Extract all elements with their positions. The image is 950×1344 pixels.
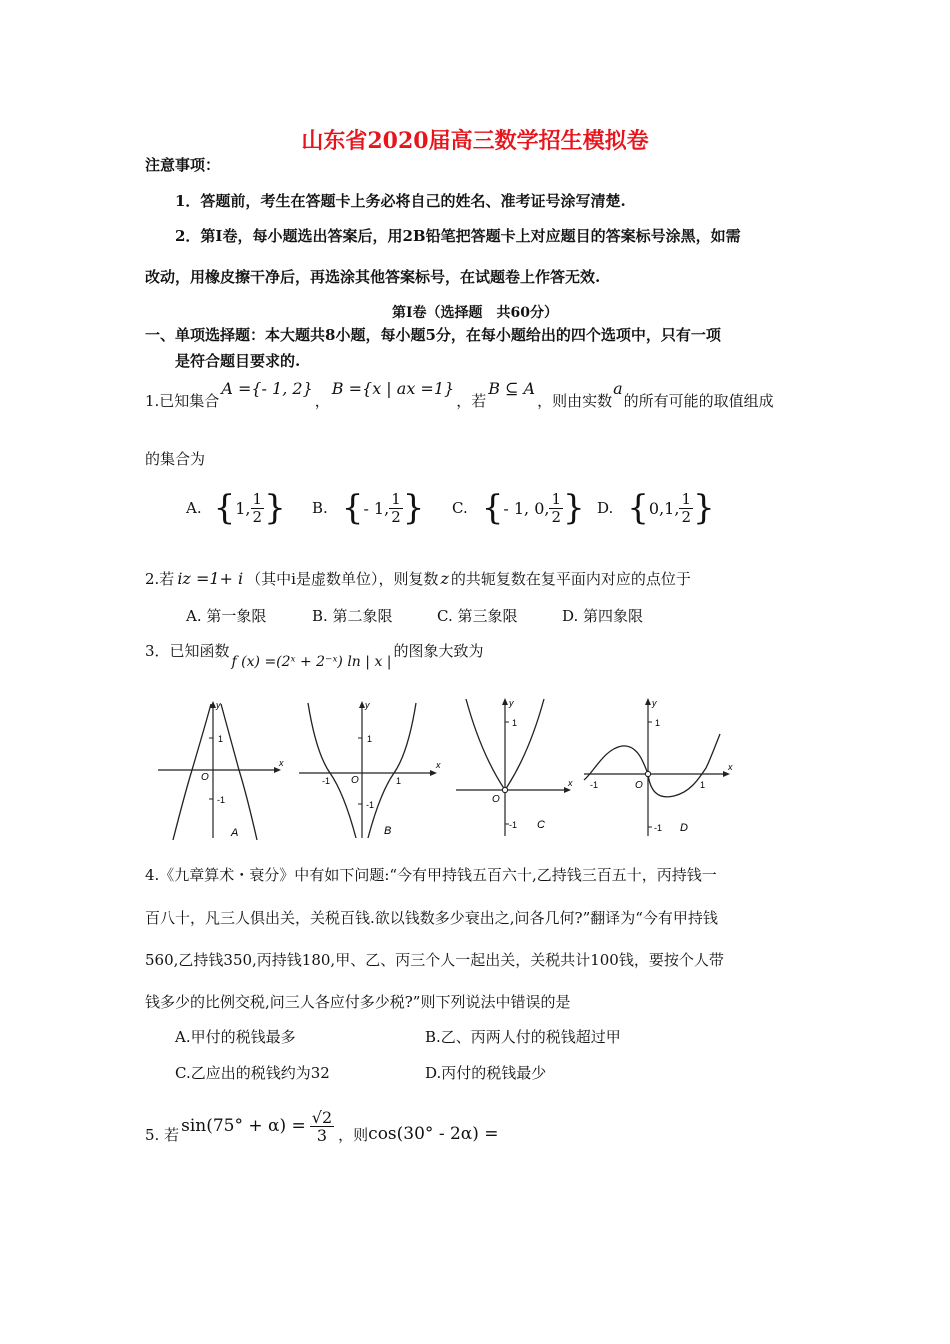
q2-option-c[interactable]: C. 第三象限 bbox=[437, 607, 518, 625]
q2-option-d[interactable]: D. 第四象限 bbox=[562, 607, 644, 625]
option-label: B. bbox=[312, 499, 328, 517]
graph-letter: D bbox=[680, 822, 688, 834]
q2-tail: 的共轭复数在复平面内对应的点位于 bbox=[450, 570, 691, 588]
q3-tail: 的图象大致为 bbox=[393, 642, 484, 660]
x-tick-label-1: 1 bbox=[700, 780, 706, 790]
x-axis-label: x bbox=[568, 778, 573, 788]
question-2-stem bbox=[145, 568, 691, 589]
q4-option-c[interactable]: C.乙应出的税钱约为32 bbox=[175, 1064, 330, 1082]
fraction-numerator: 1 bbox=[391, 489, 401, 508]
y-tick-label-minus-1: -1 bbox=[654, 823, 663, 833]
x-axis-label: x bbox=[436, 760, 441, 770]
q3-graph-a[interactable] bbox=[155, 698, 285, 840]
origin-label: O bbox=[351, 775, 359, 786]
q5-mid: ，则 bbox=[338, 1125, 369, 1144]
y-tick-label-minus-1: -1 bbox=[509, 820, 518, 830]
q1-option-d[interactable]: D. { 0,1, $\frac{1}{2}$ } bbox=[597, 488, 715, 528]
notice-item-1: 1．答题前，考生在答题卡上务必将自己的姓名、准考证号涂写清楚. bbox=[175, 192, 626, 210]
x-tick-label-minus-1: -1 bbox=[590, 780, 599, 790]
q1-cond-prefix: ，若 bbox=[456, 391, 487, 410]
graph-letter: C bbox=[537, 819, 545, 831]
y-axis-arrow bbox=[645, 698, 651, 705]
notice-item-2-line-1: 2．第Ⅰ卷，每小题选出答案后，用2B铅笔把答题卡上对应题目的答案标号涂黑，如需 bbox=[175, 227, 741, 245]
q1-option-a[interactable]: A. { 1, $\frac{1}{2}$ } bbox=[186, 488, 286, 528]
question-4-line-4: 钱多少的比例交税,问三人各应付多少税?”则下列说法中错误的是 bbox=[145, 993, 571, 1011]
part-instruction-line-2: 是符合题目要求的. bbox=[175, 352, 301, 370]
q2-variable: z bbox=[440, 569, 449, 588]
y-axis-label: y bbox=[509, 698, 514, 708]
curve-right bbox=[648, 734, 720, 797]
q4-option-b[interactable]: B.乙、丙两人付的税钱超过甲 bbox=[425, 1028, 621, 1046]
y-axis-label: y bbox=[652, 698, 657, 708]
y-tick-label-minus-1: -1 bbox=[217, 795, 226, 805]
q1-variable: a bbox=[613, 378, 623, 398]
section-heading: 第Ⅰ卷（选择题 共60分） bbox=[391, 305, 559, 321]
question-5-stem bbox=[145, 1098, 499, 1154]
part-instruction-line-1: 一、单项选择题：本大题共8小题，每小题5分，在每小题给出的四个选项中，只有一项 bbox=[145, 326, 721, 344]
curve-right bbox=[221, 704, 257, 840]
q5-numerator: √2 bbox=[311, 1107, 333, 1127]
q1-option-c[interactable]: C. { - 1, 0, $\frac{1}{2}$ } bbox=[452, 488, 585, 528]
q1-sep: ， bbox=[314, 391, 330, 410]
q3-graph-c[interactable] bbox=[453, 694, 577, 840]
open-point bbox=[502, 787, 507, 792]
q1-set-b: B ={x | ax =1} bbox=[331, 378, 455, 398]
question-4-line-3: 560,乙持钱350,丙持钱180,甲、乙、丙三个人一起出关，关税共计100钱，要按个人带 bbox=[145, 951, 724, 969]
x-tick-label-minus-1: -1 bbox=[322, 776, 331, 786]
q3-function: f (x) =(2ˣ + 2⁻ˣ) ln | x | bbox=[231, 654, 392, 670]
q5-denominator: 3 bbox=[316, 1125, 328, 1145]
notice-heading: 注意事项： bbox=[145, 156, 221, 174]
q5-prefix: 5. 若 bbox=[145, 1125, 180, 1144]
origin-label: O bbox=[201, 772, 209, 783]
y-tick-label-1: 1 bbox=[512, 718, 518, 728]
q1-tail-2: 的所有可能的取值组成 bbox=[623, 391, 774, 410]
q1-option-b[interactable]: B. { - 1, $\frac{1}{2}$ } bbox=[312, 488, 425, 528]
q2-option-b[interactable]: B. 第二象限 bbox=[312, 607, 393, 625]
option-value: - 1, bbox=[363, 498, 390, 518]
fraction-denominator: 2 bbox=[681, 507, 691, 526]
y-tick-label-1: 1 bbox=[655, 718, 661, 728]
q3-prefix: 3．已知函数 bbox=[145, 642, 230, 660]
option-value: 0,1, bbox=[648, 498, 680, 518]
question-4-line-2: 百八十，凡三人俱出关，关税百钱.欲以钱数多少衰出之,问各几何?”翻译为“今有甲持钱 bbox=[145, 909, 718, 927]
fraction-numerator: 1 bbox=[551, 489, 562, 508]
graph-letter: B bbox=[384, 825, 392, 837]
y-tick-label-minus-1: -1 bbox=[366, 800, 375, 810]
question-1-stem bbox=[145, 380, 774, 420]
origin-label: O bbox=[635, 780, 643, 791]
y-tick-label-1: 1 bbox=[367, 734, 373, 744]
option-value: - 1, 0, bbox=[503, 498, 550, 518]
q1-condition: B ⊆ A bbox=[488, 378, 536, 398]
q1-set-a: A ={- 1, 2} bbox=[221, 378, 313, 398]
option-label: A. bbox=[186, 499, 202, 517]
q1-tail: ，则由实数 bbox=[537, 391, 613, 410]
q2-equation: iz =1+ i bbox=[177, 569, 244, 588]
q1-prefix: 1.已知集合 bbox=[145, 391, 220, 410]
fraction-numerator: 1 bbox=[681, 489, 691, 508]
curve-right bbox=[368, 703, 416, 838]
x-axis-label: x bbox=[279, 758, 284, 768]
fraction-denominator: 2 bbox=[551, 507, 562, 526]
x-axis-label: x bbox=[728, 762, 733, 772]
question-4-line-1: 4.《九章算术・衰分》中有如下问题:“今有甲持钱五百六十,乙持钱三百五十，丙持钱一 bbox=[145, 866, 717, 884]
y-axis-label: y bbox=[365, 700, 370, 710]
exam-title: 山东省2020届高三数学招生模拟卷 bbox=[301, 128, 649, 154]
q2-prefix: 2.若 bbox=[145, 570, 175, 588]
q4-option-d[interactable]: D.丙付的税钱最少 bbox=[425, 1064, 547, 1082]
q4-option-a[interactable]: A.甲付的税钱最多 bbox=[175, 1028, 296, 1046]
curve-right bbox=[505, 699, 544, 790]
q3-graph-d[interactable] bbox=[582, 694, 738, 840]
curve-left bbox=[466, 699, 505, 790]
y-axis-arrow bbox=[502, 698, 508, 705]
notice-item-2-line-2: 改动，用橡皮擦干净后，再选涂其他答案标号，在试题卷上作答无效. bbox=[145, 268, 601, 286]
fraction-denominator: 2 bbox=[391, 507, 401, 526]
curve-left bbox=[584, 746, 648, 780]
q2-mid: （其中i是虚数单位），则复数 bbox=[246, 570, 439, 588]
fraction-denominator: 2 bbox=[252, 507, 263, 526]
open-point bbox=[645, 771, 650, 776]
origin-label: O bbox=[492, 794, 500, 805]
option-label: D. bbox=[597, 499, 614, 517]
option-label: C. bbox=[452, 499, 468, 517]
q5-rhs: cos(30° - 2α) = bbox=[368, 1124, 499, 1144]
x-axis-arrow bbox=[430, 770, 437, 776]
y-axis-label: y bbox=[216, 700, 221, 710]
q2-option-a[interactable]: A. 第一象限 bbox=[186, 607, 267, 625]
fraction-numerator: 1 bbox=[252, 489, 263, 508]
y-tick-label-1: 1 bbox=[218, 734, 224, 744]
q3-graph-b[interactable] bbox=[296, 698, 444, 840]
x-tick-label-1: 1 bbox=[396, 776, 402, 786]
question-3-stem bbox=[145, 640, 484, 676]
question-1-stem-line-2: 的集合为 bbox=[145, 450, 206, 468]
curve-left bbox=[308, 703, 356, 838]
q5-lhs: sin(75° + α) = bbox=[181, 1116, 306, 1136]
graph-letter: A bbox=[231, 827, 239, 839]
option-value: 1, bbox=[235, 498, 251, 518]
